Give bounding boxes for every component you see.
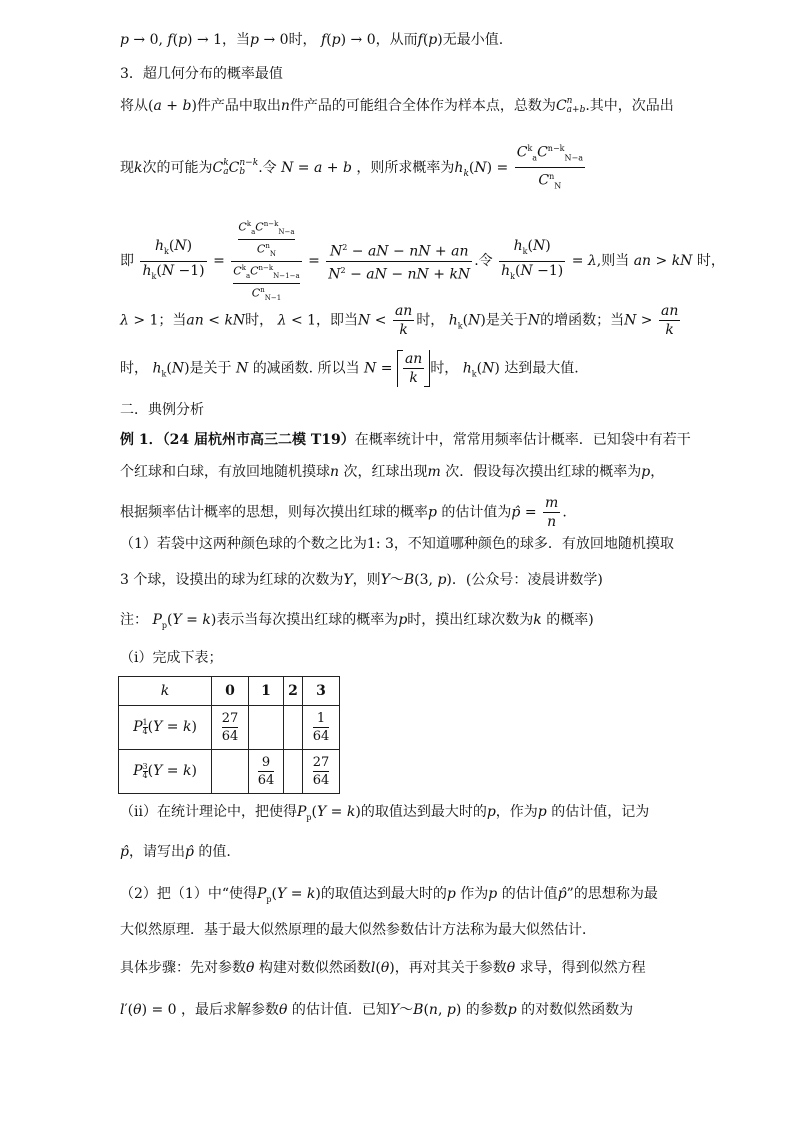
table-cell: $\frac{27}{64}$ — [212, 706, 249, 750]
table-cell: $\frac{9}{64}$ — [249, 750, 284, 794]
section-heading: 二．典例分析 — [120, 402, 204, 418]
steps-line-cont: l′(θ) = 0 ，最后求解参数θ 的估计值．已知Y～B(n, p) 的参数p 的对数似然函数为 — [120, 1002, 634, 1018]
table-row-label: P $\frac{1}{4}$ (Y = k) — [119, 706, 212, 750]
question-2-cont: 大似然原理．基于最大似然原理的最大似然参数估计方法称为最大似然估计． — [120, 922, 596, 938]
table-header-k: k — [119, 677, 212, 706]
paragraph-line: λ > 1；当an < kN时， λ < 1，即当N < $\frac{an}{k}$ 时， $h_k(N)$是关于N的增函数；当N > $\frac{an}{k}$ — [120, 303, 679, 338]
example-line: 根据频率估计概率的思想，则每次摸出红球的概率p 的估计值为p̂ = $\frac{m}{n}$ . — [120, 495, 567, 530]
sub-question-i: （ⅰ）完成下表； — [120, 650, 223, 666]
section-title: 3．超几何分布的概率最值 — [120, 66, 283, 82]
limit-line: p → 0, f(p) → 1，当p → 0时， f(p) → 0，从而f(p)无最小值. — [120, 32, 504, 48]
table-cell — [284, 750, 303, 794]
note-line: 注： $P_p(Y = k)$表示当每次摸出红球的概率为p时，摸出红球次数为k 的概率) — [120, 612, 594, 630]
table-row-label: P $\frac{3}{4}$ (Y = k) — [119, 750, 212, 794]
table-cell — [284, 706, 303, 750]
steps-line: 具体步骤：先对参数θ 构建对数似然函数l(θ)，再对其关于参数θ 求导，得到似然方程 — [120, 960, 646, 976]
table-header: 0 — [212, 677, 249, 706]
sub-question-ii: （ⅱ）在统计理论中，把使得$P_p(Y = k)$的取值达到最大时的p，作为p 的估计值，记为 — [120, 804, 650, 822]
table-cell: $\frac{27}{64}$ — [303, 750, 340, 794]
sub-question-ii-cont: p̂，请写出p̂ 的值. — [120, 844, 231, 860]
paragraph-line: 将从(a + b)件产品中取出n件产品的可能组合全体作为样本点，总数为Cn a+b.其中，次品出 — [120, 96, 674, 115]
question-1: （1）若袋中这两种颜色球的个数之比为1: 3，不知道哪种颜色的球多．有放回地随机摸取 — [120, 536, 674, 552]
paragraph-line: 时， $h_k(N)$是关于 N 的减函数. 所以当 N = $\frac{an}{k}$ 时， $h_k(N)$ 达到最大值. — [120, 351, 579, 386]
example-line: 个红球和白球，有放回地随机摸球n 次，红球出现m 次．假设每次摸出红球的概率为p， — [120, 464, 665, 480]
question-1-cont: 3 个球，设摸出的球为红球的次数为Y，则Y～B(3, p)．(公众号：凌晨讲数学) — [120, 572, 603, 588]
table-cell: $\frac{1}{64}$ — [303, 706, 340, 750]
probability-table — [118, 676, 340, 794]
example-line: 例 1．（24 届杭州市高三二模 T19）在概率统计中，常常用频率估计概率．已知袋中有若干 — [120, 432, 691, 448]
table-header: 2 — [284, 677, 303, 706]
table-header: 1 — [249, 677, 284, 706]
table-cell — [249, 706, 284, 750]
question-2: （2）把（1）中“使得$P_p(Y = k)$的取值达到最大时的p 作为p 的估计值p̂”的思想称为最 — [120, 886, 658, 904]
table-header: 3 — [303, 677, 340, 706]
paragraph-line: 现k次的可能为Ck aCn−k b .令 N = a + b ，则所求概率为$h_k(N)$ = $\frac{C^k_aC^{n-k}_{N-a}}{C^n_N}$ — [120, 140, 680, 196]
ratio-formula: 即 $\frac{h_k(N)}{h_k(N -1)}$ = $C^k_aC^{n-k}_{N-a}$ $C^n_N$ $C^k_aC^{n-k}_{N-1-a}$ $C^n_{N-1}$ = $\frac{N^2 - aN - nN + an}{N^2 - aN - nN + kN}$ .令 $\frac{h_k(N)}{h_k(N -1)}$ = λ,则当 an > kN 时， — [120, 220, 725, 302]
table-cell — [212, 750, 249, 794]
